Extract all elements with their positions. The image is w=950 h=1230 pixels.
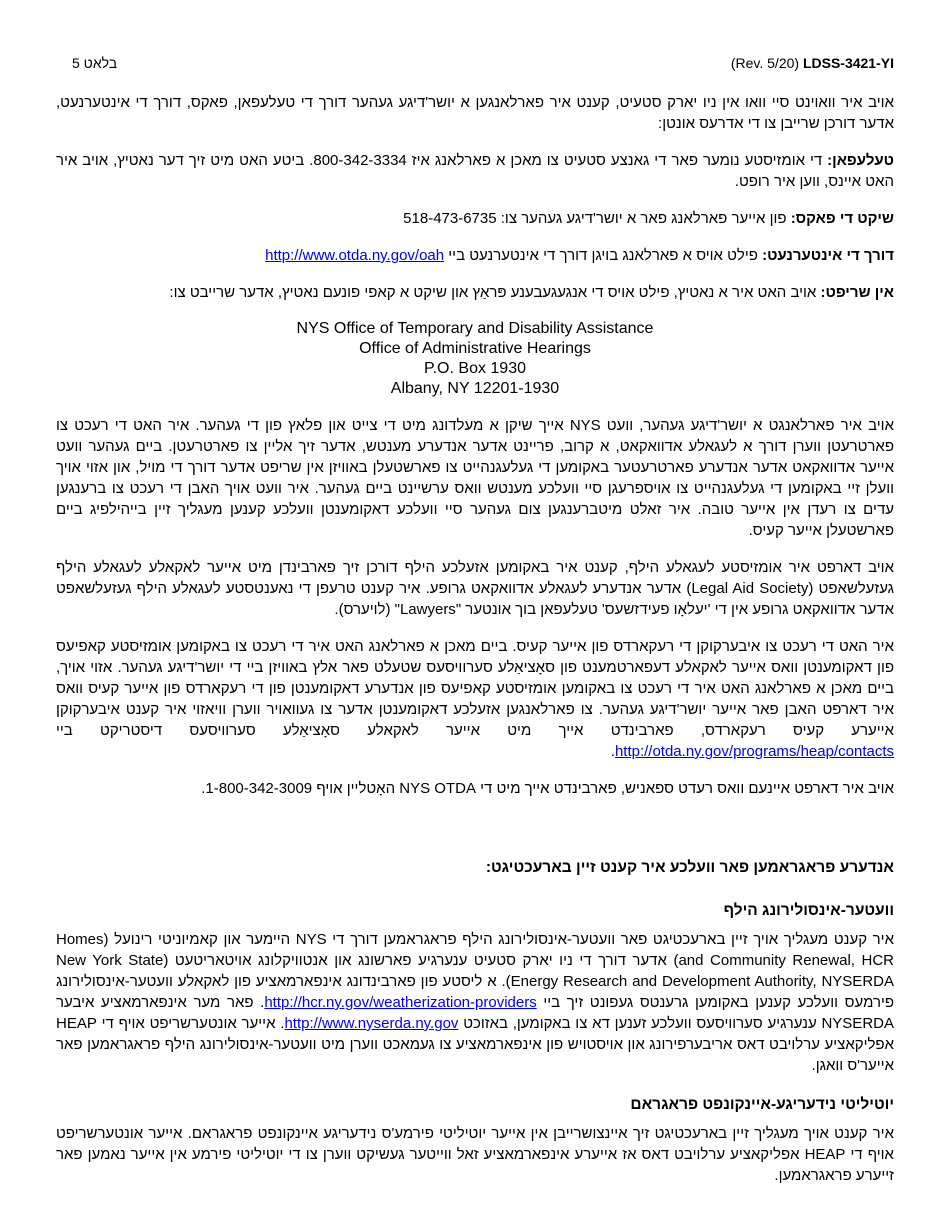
internet-text: פילט אויס א פארלאנג בויגן דורך די אינטערנעט ביי — [448, 247, 758, 264]
address-line-4: Albany, NY 12201-1930 — [390, 380, 560, 397]
phone-paragraph — [56, 150, 894, 192]
form-rev: (Rev. 5/20) — [730, 55, 800, 71]
weatherization-heading: וועטער-אינסולירונג הילף — [723, 902, 894, 919]
weather-text-3: . אייער אונטערשריפט אויף די HEAP אפליקאציע ערלויבט דאס אריבערפירונג און אויסטויש פון אינפארמאציע צו געמאכט ווערן מיט וועטער-אינסולירונג הילף פראגראמען פאר אייער'ס וואגן. — [56, 1015, 894, 1074]
phone-label: טעלעפאן: — [827, 152, 894, 169]
page-number: בלאט 5 — [72, 55, 118, 71]
spanish-paragraph: אויב איר דארפט איינעם וואס רעדט ספאניש, פארבינדט אייך מיט די NYS OTDA האָטליין אויף 1-800-342-3009. — [201, 780, 894, 797]
records-text: איר האט די רעכט צו איבערקוקן די רעקארדס פון אייער קעיס. ביים מאכן א פארלאנג האט איר די רעכט צו באקומען אומזיסטע קאפיעס פון דאקומענטן וואס אייער לאקאלע דעפארטמענט פון סאָציאַלע סערוויסעס שטעלט פאר אלץ באוויזן ביי די יושר'דיגע געהער. אזוי אויך, ביים מאכן א פארלאנג האט איר די רעכט צו באקומען אומזיסטע קאפיעס פון אנדערע דאקומענטן פון די רעקארדס פון אייער קעיס וואס איר דארפט האבן פאר אייער יושר'דיגע געהער. צו פארלאנגען אזעלכע דאקומענטן אדער צו געוואויר ווערן וויאזוי איר קענט איבערקוקן אייערע קעיס רעקארדס, פארבינדט אייך מיט אייער לאקאלע סאָציאַלע סערוויסעס דיסטריקט ביי — [56, 638, 894, 739]
weather-text-1: איר קענט מעגליך אויך זיין בארעכטיגט פאר וועטער-אינסולירונג הילף פראגראמען דורך די NYS היימער און קאמיוניטי רינועל (Homes and Community Renewal, HCR) אדער דורך די ניו יארק סטעיט ענערגיע פארשונג און אנטוויקלונג אויטאריטעט (New York State Energy Research and Development Authority, NYSERDA). א ליסטע פון פארבינדונג אינפארמאציע פון לאקאלע וועטער-אינסולירונג פירמעס וועלכע קענען באקומען גרענטס געפונט זיך ביי — [56, 931, 895, 1011]
weather-text-2: . פאר מער אינפארמאציע איבער NYSERDA ענערגיע סערוויסעס וועלכע זענען דא צו באקומען, באזוכט — [56, 994, 894, 1032]
internet-label: דורך די אינטערנעט: — [762, 247, 894, 264]
address-line-1: NYS Office of Temporary and Disability Assistance — [296, 320, 654, 337]
weatherization-paragraph — [56, 929, 894, 1076]
weatherization-providers-link[interactable]: http://hcr.ny.gov/weatherization-providers — [264, 994, 537, 1011]
phone-text: די אומזיסטע נומער פאר די גאנצע סטעיט צו מאכן א פארלאנג איז 800-342-3334. ביטע האט מיט זיך דער נאטיץ, אויב איר האט איינס, ווען איר רופט. — [56, 152, 894, 190]
oah-link[interactable]: http://www.otda.ny.gov/oah — [265, 247, 445, 264]
intro-paragraph: אויב איר וואוינט סיי וואו אין ניו יארק סטעיט, קענט איר פארלאנגען א יושר'דיגע געהער דורך די טעלעפאן, פאקס, דורך די אינטערנעט, אדער דורכן שרייבן צו די אדרעס אונטן: — [56, 94, 894, 132]
fax-paragraph — [56, 208, 894, 229]
form-code: LDSS-3421-YI — [802, 55, 894, 71]
nyserda-link[interactable]: http://www.nyserda.ny.gov — [284, 1015, 459, 1032]
address-line-2: Office of Administrative Hearings — [359, 340, 591, 357]
representative-paragraph: אויב איר פארלאנגט א יושר'דיגע געהער, וועט NYS אייך שיקן א מעלדונג מיט די צייט און פלאץ פון די געהער. איר האט די רעכט צו פארטרעטן ווערן דורך א לעגאלע אדוואקאט, א קרוב, פריינט אדער אנדערע מענטש, אדער זיך אליין צו פארטרעטן. ביים געהער וועט אייער אדוואקאט אדער אנדערע פארטרעטער באקומען די געלעגנהייט צו פארשטעלן באוויזן אין שריפט אדער דורך די מויל, און אזוי אויך וועלן זיי באקומען די געלעגנהייט צו אויספרעגן סיי וועלכע מענטש וואס ערשיינט ביים געהער. איר וועט אויך האבן די רעכט צו ברענגען עדים צו רעדן אין אייער טובה. איר זאלט מיטברענגען צום געהער סיי וועלכע דאקומענטן וועלכע קענען מעגליך זיין בייהילפיג ביים פארשטעלן אייער קעיס. — [56, 417, 894, 539]
heap-contacts-link[interactable]: http://otda.ny.gov/programs/heap/contacts — [614, 743, 894, 760]
internet-paragraph — [56, 245, 894, 266]
fax-text: פון אייער פארלאנג פאר א יושר'דיגע געהער צו: 518-473-6735 — [403, 210, 787, 227]
legal-aid-paragraph: אויב דארפט איר אומזיסטע לעגאלע הילף, קענט איר באקומען אזעלכע הילף דורכן זיך פארבינדן מיט אייער לאקאלע לעגאלע הילף געזעלשאפט (Legal Aid Society) אדער אנדערע לעגאלע אדוואקאט גרופע. איר קענט טרעפן די נאענטסטע לעגאלע הילף געזעלשאפט אדער אדוואקאט גרופע אין די 'יעלאָו פעידזשעס' טעלעפאן בוך אונטער "Lawyers" (לויערס). — [56, 559, 894, 618]
writing-label: אין שריפט: — [820, 284, 894, 301]
other-programs-heading: אנדערע פראגראמען פאר וועלכע איר קענט זיין בארעכטיגט: — [485, 859, 894, 876]
records-paragraph — [56, 636, 894, 762]
records-end: . — [610, 743, 615, 760]
mailing-address — [56, 319, 894, 399]
utility-heading: יוטיליטי נידעריגע-איינקונפט פראגראם — [630, 1096, 894, 1113]
writing-text: אויב האט איר א נאטיץ, פילט אויס די אנגעגעבענע פּראַץ און שיקט א קאפי פונעם נאטיץ, אדער שרייבט צו: — [169, 284, 817, 301]
form-id — [731, 55, 894, 71]
writing-paragraph — [56, 282, 894, 303]
document-body — [56, 92, 894, 1186]
address-line-3: P.O. Box 1930 — [424, 360, 526, 377]
utility-paragraph: איר קענט אויך מעגליך זיין בארעכטיגט זיך איינצושרייבן אין אייער יוטיליטי פירמע'ס נידעריגע איינקונפט פראגראם. אייער אונטערשריפט אויף די HEAP אפליקאציע ערלויבט דאס אז אייערע אינפארמאציע זאל ווייטער געשיקט ווערן צו די יוטיליטי פירמע אין אייער נאמען פאר זייערע פראגראמען. — [56, 1125, 894, 1184]
fax-label: שיקט די פאקס: — [790, 210, 894, 227]
page-header — [72, 55, 894, 75]
